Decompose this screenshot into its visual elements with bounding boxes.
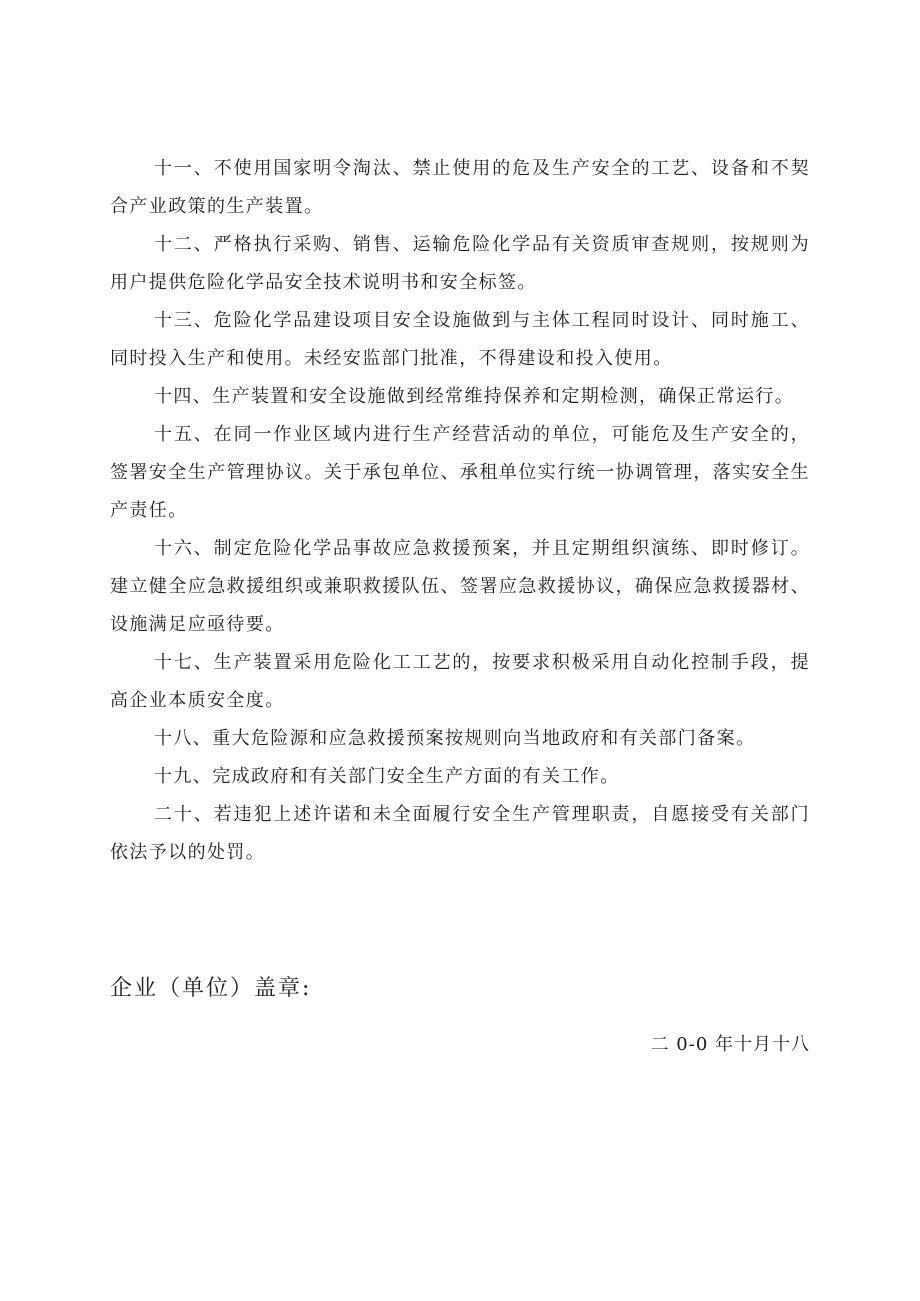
clause-20: 二十、若违犯上述许诺和未全面履行安全生产管理职责，自愿接受有关部门依法予以的处罚。 bbox=[110, 804, 810, 863]
commitment-clauses bbox=[110, 150, 810, 872]
clause-17: 十七、生产装置采用危险化工工艺的，按要求积极采用自动化控制手段，提高企业本质安全度。 bbox=[110, 652, 810, 711]
clause-12: 十二、严格执行采购、销售、运输危险化学品有关资质审查规则，按规则为用户提供危险化学品安全技术说明书和安全标签。 bbox=[110, 234, 810, 293]
clause-14: 十四、生产装置和安全设施做到经常维持保养和定期检测，确保正常运行。 bbox=[154, 386, 795, 407]
clause-15: 十五、在同一作业区域内进行生产经营活动的单位，可能危及生产安全的，签署安全生产管理协议。关于承包单位、承租单位实行统一协调管理，落实安全生产责任。 bbox=[110, 424, 810, 521]
clause-19: 十九、完成政府和有关部门安全生产方面的有关工作。 bbox=[154, 766, 620, 787]
clause-13: 十三、危险化学品建设项目安全设施做到与主体工程同时设计、同时施工、同时投入生产和使用。未经安监部门批准，不得建设和投入使用。 bbox=[110, 310, 810, 369]
document-date: 二 0-0 年十月十八 bbox=[650, 1034, 810, 1055]
clause-11: 十一、不使用国家明令淘汰、禁止使用的危及生产安全的工艺、设备和不契合产业政策的生产装置。 bbox=[110, 158, 810, 217]
clause-18: 十八、重大危险源和应急救援预案按规则向当地政府和有关部门备案。 bbox=[154, 728, 756, 749]
clause-16: 十六、制定危险化学品事故应急救援预案，并且定期组织演练、即时修订。建立健全应急救援组织或兼职救援队伍、签署应急救援协议，确保应急救援器材、设施满足应亟待要。 bbox=[110, 538, 810, 635]
seal-label: 企业（单位）盖章: bbox=[110, 976, 312, 1001]
